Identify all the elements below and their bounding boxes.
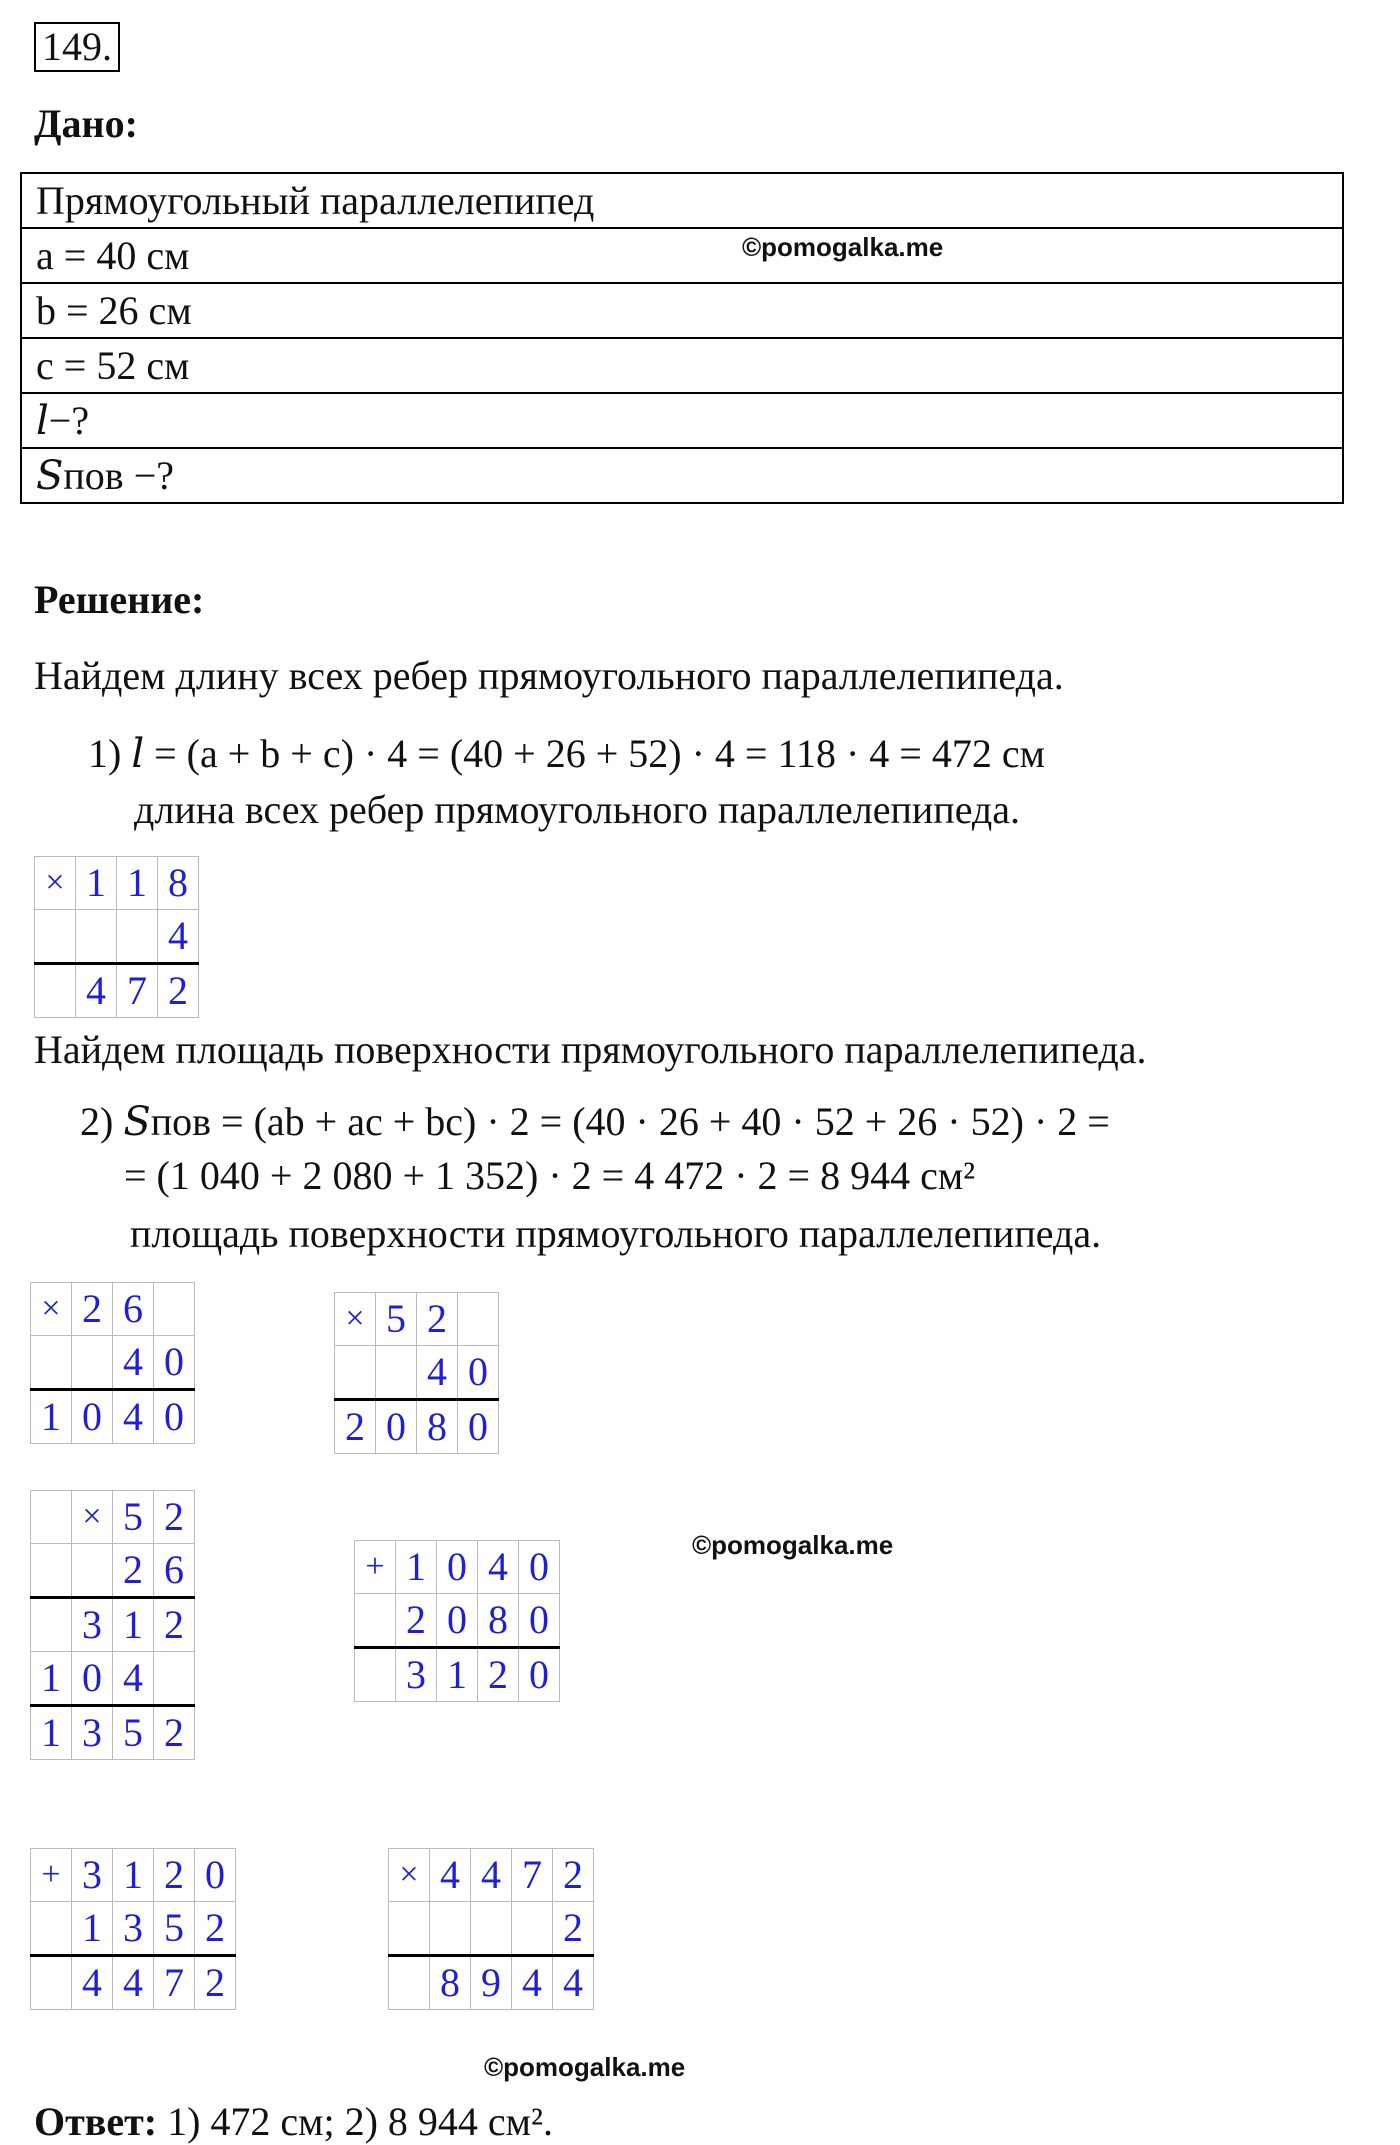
digit-cell: 0 (437, 1541, 478, 1594)
digit-cell: 4 (512, 1956, 553, 2010)
digit-cell: 6 (154, 1544, 195, 1598)
digit-cell: 2 (553, 1849, 594, 1902)
digit-cell: 4 (113, 1956, 154, 2010)
digit-cell: 3 (396, 1648, 437, 1702)
operator-symbol: × (335, 1293, 376, 1346)
digit-cell: 0 (154, 1336, 195, 1390)
digit-cell: 1 (113, 1598, 154, 1652)
digit-cell: 1 (72, 1902, 113, 1956)
digit-cell (76, 910, 117, 964)
digit-cell: 0 (519, 1594, 560, 1648)
digit-cell: 3 (113, 1902, 154, 1956)
digit-cell (355, 1594, 396, 1648)
digit-cell: 1 (31, 1706, 72, 1760)
digit-cell: 1 (117, 857, 158, 910)
digit-cell: 7 (154, 1956, 195, 2010)
digit-cell: 0 (458, 1400, 499, 1454)
digit-cell (31, 1956, 72, 2010)
digit-cell: 3 (72, 1706, 113, 1760)
calc-sum-1040-2080 (354, 1540, 560, 1702)
operator-symbol: + (31, 1849, 72, 1902)
digit-cell: 1 (437, 1648, 478, 1702)
digit-cell: 6 (113, 1283, 154, 1336)
digit-cell: 0 (437, 1594, 478, 1648)
digit-cell: 1 (31, 1652, 72, 1706)
digit-cell (471, 1902, 512, 1956)
digit-cell: 4 (113, 1390, 154, 1444)
digit-cell: 2 (72, 1283, 113, 1336)
digit-cell: 2 (553, 1902, 594, 1956)
digit-cell (31, 1598, 72, 1652)
digit-cell: 2 (154, 1491, 195, 1544)
answer (34, 2098, 553, 2145)
digit-cell: 4 (478, 1541, 519, 1594)
digit-cell (72, 1544, 113, 1598)
digit-cell (389, 1956, 430, 2010)
step1-intro: Найдем длину всех ребер прямоугольного параллелепипеда. (34, 653, 1064, 698)
given-row: b = 26 см (21, 283, 1343, 338)
digit-cell: 5 (113, 1706, 154, 1760)
digit-cell: 4 (76, 964, 117, 1018)
digit-cell: 7 (512, 1849, 553, 1902)
given-row: a = 40 см (21, 228, 1343, 283)
digit-cell: 0 (72, 1390, 113, 1444)
digit-cell (117, 910, 158, 964)
digit-cell: 1 (396, 1541, 437, 1594)
digit-cell (355, 1648, 396, 1702)
digit-cell (376, 1346, 417, 1400)
digit-cell: 0 (458, 1346, 499, 1400)
step1-formula: 1) 𝑙 = (a + b + c) · 4 = (40 + 26 + 52) · 4 = 118 · 4 = 472 см (88, 731, 1045, 776)
digit-cell (512, 1902, 553, 1956)
calc-26x40 (30, 1282, 195, 1444)
digit-cell: 2 (478, 1648, 519, 1702)
digit-cell: 2 (195, 1902, 236, 1956)
digit-cell: 5 (113, 1491, 154, 1544)
digit-cell: 1 (31, 1390, 72, 1444)
digit-cell (389, 1902, 430, 1956)
digit-cell: 3 (72, 1849, 113, 1902)
digit-cell (31, 1544, 72, 1598)
operator-symbol: × (389, 1849, 430, 1902)
solution-heading: Решение: (34, 577, 205, 622)
digit-cell: 2 (158, 964, 199, 1018)
digit-cell: 2 (417, 1293, 458, 1346)
digit-cell (72, 1336, 113, 1390)
digit-cell: 9 (471, 1956, 512, 2010)
digit-cell: 8 (430, 1956, 471, 2010)
operator-symbol: × (31, 1283, 72, 1336)
digit-cell: 8 (417, 1400, 458, 1454)
digit-cell (458, 1293, 499, 1346)
given-table (20, 172, 1344, 504)
digit-cell: 2 (154, 1849, 195, 1902)
given-heading: Дано: (34, 101, 138, 146)
calc-sum-3120-1352 (30, 1848, 236, 2010)
step2-formula-a: 2) 𝑆пов = (ab + ac + bc) · 2 = (40 · 26 + 40 · 52 + 26 · 52) · 2 = (80, 1099, 1110, 1144)
digit-cell (35, 910, 76, 964)
digit-cell (154, 1652, 195, 1706)
digit-cell: 2 (335, 1400, 376, 1454)
digit-cell (154, 1283, 195, 1336)
digit-cell: 2 (154, 1598, 195, 1652)
digit-cell: 0 (154, 1390, 195, 1444)
digit-cell: 4 (417, 1346, 458, 1400)
given-row: Прямоугольный параллелепипед (21, 173, 1343, 228)
digit-cell: 0 (519, 1541, 560, 1594)
digit-cell: 0 (72, 1652, 113, 1706)
digit-cell (31, 1902, 72, 1956)
digit-cell: 0 (519, 1648, 560, 1702)
digit-cell: 4 (113, 1652, 154, 1706)
operator-symbol: × (72, 1491, 113, 1544)
answer-text: 1) 472 см; 2) 8 944 см². (167, 2099, 553, 2144)
digit-cell (31, 1336, 72, 1390)
given-row: c = 52 см (21, 338, 1343, 393)
digit-cell: 2 (195, 1956, 236, 2010)
digit-cell: 8 (478, 1594, 519, 1648)
step2-note: площадь поверхности прямоугольного параллелепипеда. (130, 1211, 1102, 1256)
watermark: ©pomogalka.me (484, 2052, 686, 2082)
digit-cell (31, 1491, 72, 1544)
calc-4472x2 (388, 1848, 594, 2010)
digit-cell: 4 (553, 1956, 594, 2010)
digit-cell: 3 (72, 1598, 113, 1652)
digit-cell: 4 (113, 1336, 154, 1390)
operator-symbol: + (355, 1541, 396, 1594)
digit-cell: 7 (117, 964, 158, 1018)
calc-118x4 (34, 856, 199, 1018)
given-row: 𝑆пов −? (21, 448, 1343, 503)
digit-cell: 4 (158, 910, 199, 964)
digit-cell: 2 (396, 1594, 437, 1648)
step2-formula-b: = (1 040 + 2 080 + 1 352) · 2 = 4 472 · 2 = 8 944 см² (124, 1153, 976, 1198)
problem-number: 149. (34, 22, 120, 72)
watermark: ©pomogalka.me (742, 232, 944, 262)
digit-cell: 8 (158, 857, 199, 910)
digit-cell (335, 1346, 376, 1400)
digit-cell (35, 964, 76, 1018)
watermark: ©pomogalka.me (692, 1530, 894, 1560)
calc-52x26 (30, 1490, 195, 1760)
digit-cell: 5 (154, 1902, 195, 1956)
calc-52x40 (334, 1292, 499, 1454)
step2-intro: Найдем площадь поверхности прямоугольного параллелепипеда. (34, 1027, 1147, 1072)
digit-cell: 0 (376, 1400, 417, 1454)
digit-cell: 2 (154, 1706, 195, 1760)
given-row: 𝑙−? (21, 393, 1343, 448)
step1-note: длина всех ребер прямоугольного параллелепипеда. (134, 787, 1021, 832)
digit-cell: 4 (471, 1849, 512, 1902)
digit-cell (430, 1902, 471, 1956)
digit-cell: 4 (430, 1849, 471, 1902)
digit-cell: 4 (72, 1956, 113, 2010)
digit-cell: 1 (113, 1849, 154, 1902)
answer-label: Ответ: (34, 2099, 158, 2144)
digit-cell: 0 (195, 1849, 236, 1902)
digit-cell: 2 (113, 1544, 154, 1598)
digit-cell: 1 (76, 857, 117, 910)
operator-symbol: × (35, 857, 76, 910)
digit-cell: 5 (376, 1293, 417, 1346)
